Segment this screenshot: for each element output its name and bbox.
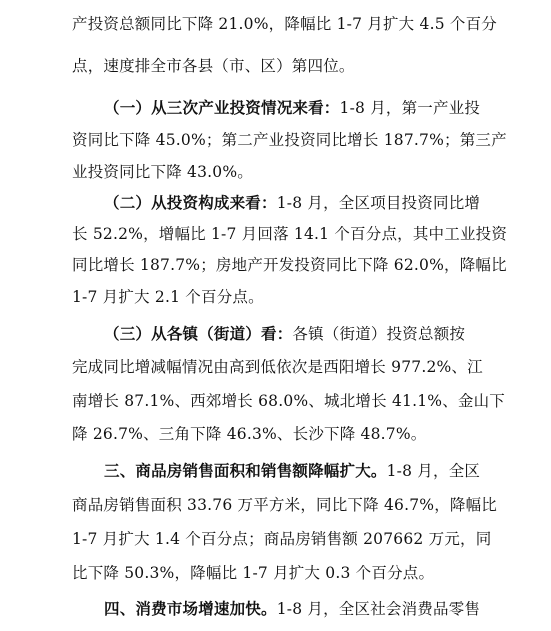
section-heading-housing: 三、商品房销售面积和销售额降幅扩大。	[104, 461, 387, 480]
paragraph-1-line-1: 产投资总额同比下降 21.0%，降幅比 1-7 月扩大 4.5 个百分	[72, 15, 497, 33]
section-heading-towns: （三）从各镇（街道）看：	[104, 324, 293, 343]
paragraph-5-line-1	[104, 461, 480, 481]
paragraph-3-line-3: 同比增长 187.7%；房地产开发投资同比下降 62.0%，降幅比	[72, 256, 507, 274]
paragraph-4-line-3: 南增长 87.1%、西郊增长 68.0%、城北增长 41.1%、金山下	[72, 392, 506, 410]
paragraph-5-line-2: 商品房销售面积 33.76 万平方米，同比下降 46.7%，降幅比	[72, 496, 497, 514]
section-heading-consumption: 四、消费市场增速加快。	[104, 599, 277, 618]
paragraph-2-line-3: 业投资同比下降 43.0%。	[72, 163, 253, 181]
paragraph-4-line-4: 降 26.7%、三角下降 46.3%、长沙下降 48.7%。	[72, 425, 427, 443]
paragraph-4-line-1	[104, 324, 465, 344]
paragraph-2-line-2: 资同比下降 45.0%；第二产业投资同比增长 187.7%；第三产	[72, 131, 507, 149]
paragraph-3-text: 1-8 月，全区项目投资同比增	[276, 194, 481, 212]
paragraph-3-line-1	[104, 193, 480, 213]
paragraph-5-line-4: 比下降 50.3%，降幅比 1-7 月扩大 0.3 个百分点。	[72, 564, 435, 582]
paragraph-5-line-3: 1-7 月扩大 1.4 个百分点；商品房销售额 207662 万元，同	[72, 530, 492, 548]
paragraph-2-line-1	[104, 98, 480, 118]
paragraph-4-line-2: 完成同比增减幅情况由高到低依次是西阳增长 977.2%、江	[72, 358, 483, 376]
section-heading-industry: （一）从三次产业投资情况来看：	[104, 98, 340, 117]
paragraph-6-text: 1-8 月，全区社会消费品零售	[276, 600, 481, 618]
paragraph-3-line-2: 长 52.2%，增幅比 1-7 月回落 14.1 个百分点，其中工业投资	[72, 225, 508, 243]
paragraph-1-line-2: 点，速度排全市各县（市、区）第四位。	[72, 57, 355, 75]
section-heading-composition: （二）从投资构成来看：	[104, 193, 277, 212]
paragraph-2-text: 1-8 月，第一产业投	[339, 99, 481, 117]
paragraph-6-line-1	[104, 599, 480, 619]
paragraph-3-line-4: 1-7 月扩大 2.1 个百分点。	[72, 288, 264, 306]
paragraph-5-text: 1-8 月，全区	[386, 462, 481, 480]
paragraph-4-text: 各镇（街道）投资总额按	[292, 325, 466, 343]
